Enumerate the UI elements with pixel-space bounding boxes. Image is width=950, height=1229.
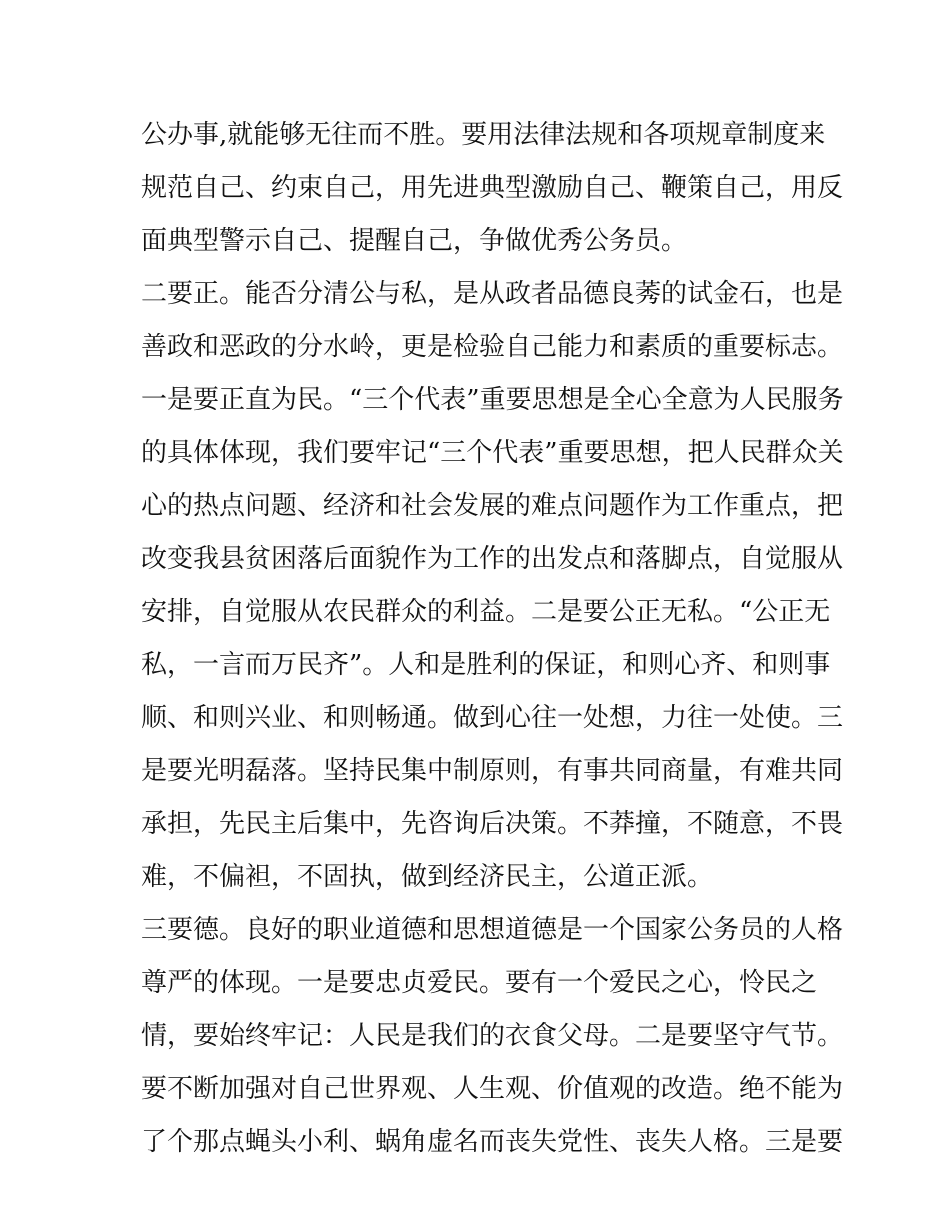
text-line-13: 是要光明磊落。坚持民集中制原则，有事共同商量，有难共同	[141, 756, 844, 786]
text-line-2: 规范自己、约束自己，用先进典型激励自己、鞭策自己，用反	[141, 173, 844, 203]
text-line-15: 难，不偏袒，不固执，做到经济民主，公道正派。	[141, 862, 714, 892]
text-line-5: 善政和恶政的分水岭，更是检验自己能力和素质的重要标志。	[141, 332, 844, 362]
body-text	[141, 109, 844, 1169]
text-line-19: 要不断加强对自己世界观、人生观、价值观的改造。绝不能为	[141, 1074, 844, 1104]
text-line-3: 面典型警示自己、提醒自己，争做优秀公务员。	[141, 226, 688, 256]
text-line-11: 私，一言而万民齐”。人和是胜利的保证，和则心齐、和则事	[141, 650, 831, 680]
text-line-9: 改变我县贫困落后面貌作为工作的出发点和落脚点，自觉服从	[141, 544, 844, 574]
text-line-10: 安排，自觉服从农民群众的利益。二是要公正无私。“公正无	[141, 597, 831, 627]
text-line-16: 三要德。良好的职业道德和思想道德是一个国家公务员的人格	[141, 915, 844, 945]
text-line-18: 情，要始终牢记：人民是我们的衣食父母。二是要坚守气节。	[141, 1021, 844, 1051]
text-line-8: 心的热点问题、经济和社会发展的难点问题作为工作重点，把	[141, 491, 844, 521]
text-line-12: 顺、和则兴业、和则畅通。做到心往一处想，力往一处使。三	[141, 703, 844, 733]
text-line-14: 承担，先民主后集中，先咨询后决策。不莽撞，不随意，不畏	[141, 809, 844, 839]
text-line-7: 的具体体现，我们要牢记“三个代表”重要思想，把人民群众关	[141, 438, 844, 468]
text-line-20: 了个那点蝇头小利、蜗角虚名而丧失党性、丧失人格。三是要	[141, 1127, 844, 1157]
text-line-6: 一是要正直为民。“三个代表”重要思想是全心全意为人民服务	[141, 385, 844, 415]
text-line-1: 公办事,就能够无往而不胜。要用法律法规和各项规章制度来	[141, 120, 826, 150]
text-line-17: 尊严的体现。一是要忠贞爱民。要有一个爱民之心，怜民之	[141, 968, 818, 998]
text-line-4: 二要正。能否分清公与私，是从政者品德良莠的试金石，也是	[141, 279, 844, 309]
